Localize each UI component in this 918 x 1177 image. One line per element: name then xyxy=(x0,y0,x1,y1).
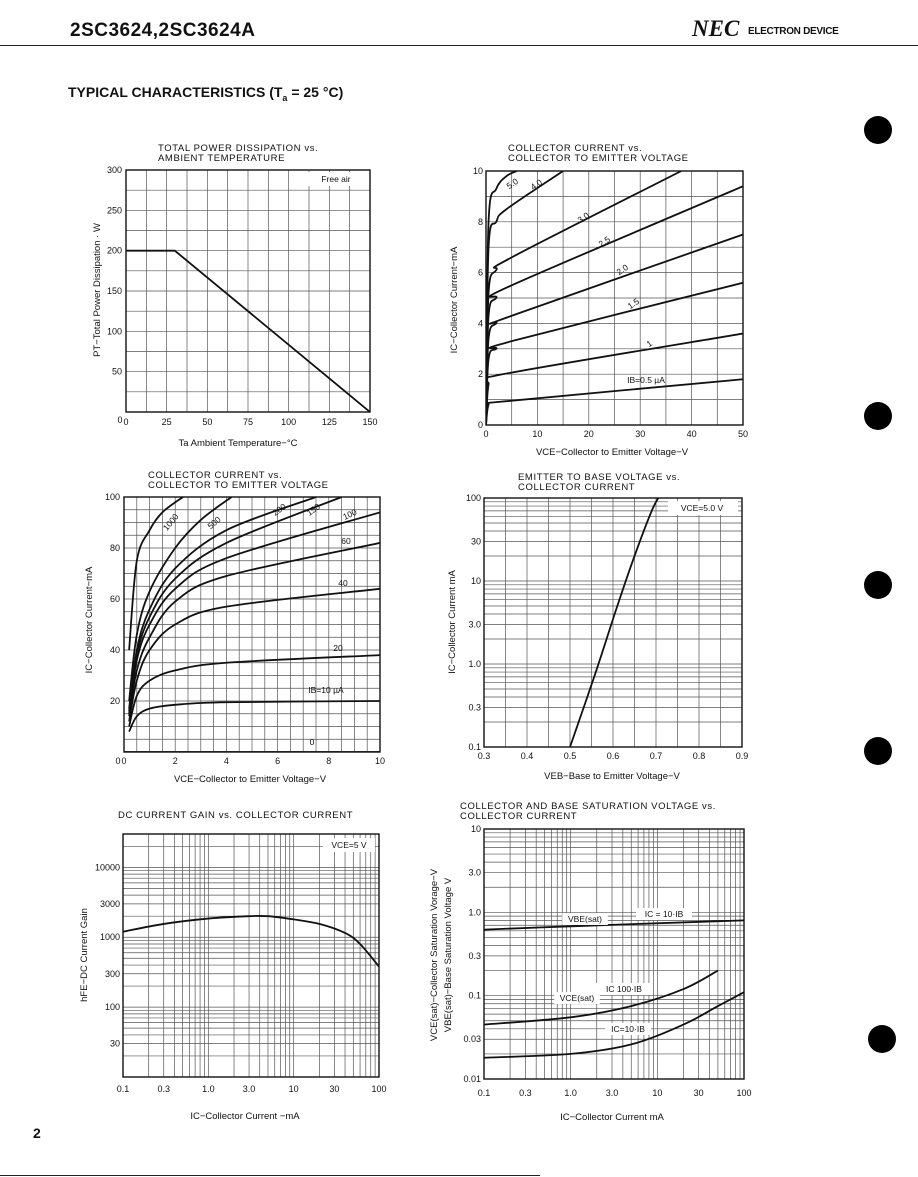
chart-title: COLLECTOR CURRENT vs. xyxy=(508,143,643,154)
curve-label: 3.0 xyxy=(575,210,591,226)
x-tick-label: 40 xyxy=(686,429,697,439)
y-tick-label: 100 xyxy=(465,493,481,503)
y-tick-label: 0 xyxy=(477,420,483,430)
y-tick-label: 200 xyxy=(106,245,122,256)
curve-label: 1000 xyxy=(160,511,181,533)
y-tick-label: 0.01 xyxy=(463,1074,481,1084)
x-tick-label: 0 xyxy=(117,415,123,425)
y-tick-label: 100 xyxy=(104,492,120,502)
x-tick-label: 10 xyxy=(374,756,386,766)
x-tick-label: 0.1 xyxy=(116,1084,130,1094)
y-axis-label: hFE−DC Current Gain xyxy=(79,908,90,1002)
x-tick-label: 0.3 xyxy=(519,1088,532,1098)
x-tick-label: 0 xyxy=(121,756,127,766)
y-tick-label: 80 xyxy=(109,543,120,553)
y-axis-label: VBE(sat)−Base Saturation Voltage V xyxy=(443,877,454,1033)
chart-title: COLLECTOR TO EMITTER VOLTAGE xyxy=(508,153,689,164)
curve-label: 150 xyxy=(304,501,322,518)
section-title: TYPICAL CHARACTERISTICS ($T_a = 25$ °C) xyxy=(68,84,344,103)
x-tick-label: 100 xyxy=(736,1088,752,1098)
curve-label: IB=10 µA xyxy=(308,685,344,695)
brand-subtitle: ELECTRON DEVICE xyxy=(748,26,839,37)
x-tick-label: 0 xyxy=(483,429,489,439)
y-tick-label: 100 xyxy=(106,326,122,337)
y-tick-label: 3000 xyxy=(99,898,120,909)
plot-frame xyxy=(484,829,744,1079)
footer-rule xyxy=(0,1175,540,1176)
x-tick-label: 0 xyxy=(123,417,129,427)
y-tick-label: 2 xyxy=(477,369,483,380)
y-tick-label: 10 xyxy=(470,824,481,834)
x-axis-label: IC−Collector Current −mA xyxy=(190,1111,300,1122)
y-tick-label: 0.3 xyxy=(468,702,481,713)
y-tick-label: 6 xyxy=(477,267,483,278)
x-tick-label: 0.9 xyxy=(735,751,749,761)
x-tick-label: 25 xyxy=(161,417,172,427)
y-tick-label: 3.0 xyxy=(468,619,481,630)
y-tick-label: 0.1 xyxy=(468,742,481,752)
chart-title: AMBIENT TEMPERATURE xyxy=(158,153,286,164)
y-tick-label: 60 xyxy=(109,594,120,604)
x-tick-label: 1.0 xyxy=(564,1088,577,1098)
y-tick-label: 4 xyxy=(477,318,483,329)
y-tick-label: 8 xyxy=(477,216,483,227)
x-tick-label: 150 xyxy=(362,417,378,427)
x-tick-label: 10 xyxy=(532,429,543,439)
chart-title: COLLECTOR CURRENT xyxy=(460,811,578,822)
curve-label: 100 xyxy=(341,506,359,522)
curve-label: 2.0 xyxy=(614,262,630,278)
chart-title: COLLECTOR AND BASE SATURATION VOLTAGE vs. xyxy=(460,801,716,812)
curve-label: VCE(sat) xyxy=(559,993,595,1003)
curve-label: IB=0.5 µA xyxy=(627,375,665,385)
grid xyxy=(484,498,742,747)
y-tick-label: 10 xyxy=(472,166,483,176)
x-tick-label: 75 xyxy=(242,417,254,427)
y-axis-label: IC−Collector Current−mA xyxy=(449,246,460,354)
x-tick-label: 100 xyxy=(281,417,297,427)
x-tick-label: 3.0 xyxy=(242,1084,256,1094)
series-line xyxy=(476,379,743,425)
x-tick-label: 0.7 xyxy=(649,751,663,761)
annotation-vce: VCE=5.0 V xyxy=(680,503,724,513)
x-tick-label: 50 xyxy=(737,429,749,439)
y-axis-label: VCE(sat)−Collector Saturation Vorage−V xyxy=(429,868,440,1042)
x-tick-label: 6 xyxy=(275,756,281,766)
grid xyxy=(486,171,743,425)
series-line xyxy=(484,971,718,1025)
y-axis-label: IC−Collector Current mA xyxy=(447,570,458,674)
y-tick-label: 10 xyxy=(470,576,481,586)
x-axis-label: VEB−Base to Emitter Voltage−V xyxy=(544,771,680,782)
y-axis-label: IC−Collector Current−mA xyxy=(84,566,95,674)
x-tick-label: 0.5 xyxy=(563,751,577,761)
x-tick-label: 10 xyxy=(652,1088,663,1098)
x-tick-label: 0.4 xyxy=(520,751,534,761)
x-axis-label: IC−Collector Current mA xyxy=(560,1112,664,1123)
x-tick-label: 2 xyxy=(172,756,178,766)
y-axis-label: PT−Total Power Dissipation · W xyxy=(92,223,103,357)
y-tick-label: 0.1 xyxy=(468,990,481,1001)
chart-title: TOTAL POWER DISSIPATION vs. xyxy=(158,143,319,154)
y-tick-label: 100 xyxy=(104,1002,120,1013)
curve-label: IC = 10·IB xyxy=(644,909,684,919)
y-tick-label: 3.0 xyxy=(468,867,481,878)
curve-label: IC 100·IB xyxy=(606,984,642,994)
curve-label: 60 xyxy=(341,536,351,546)
x-tick-label: 3.0 xyxy=(605,1088,619,1098)
x-tick-label: 30 xyxy=(329,1084,340,1094)
y-tick-label: 40 xyxy=(109,645,120,655)
curve-label: 2.5 xyxy=(596,234,612,250)
x-axis-label: VCE−Collector to Emitter Voltage−V xyxy=(173,774,327,785)
grid xyxy=(126,170,370,412)
x-tick-label: 50 xyxy=(202,417,213,427)
curve-label: 20 xyxy=(333,643,343,653)
y-tick-label: 1000 xyxy=(99,932,120,943)
page-number: 2 xyxy=(33,1125,41,1141)
chart-title: DC CURRENT GAIN vs. COLLECTOR CURRENT xyxy=(118,810,354,821)
y-tick-label: 150 xyxy=(106,286,122,296)
chart-title: COLLECTOR CURRENT xyxy=(518,482,636,493)
x-tick-label: 0 xyxy=(115,756,121,766)
curve-label: 5.0 xyxy=(504,176,520,192)
y-tick-label: 1.0 xyxy=(468,659,481,669)
x-tick-label: 100 xyxy=(371,1084,387,1094)
x-tick-label: 0.6 xyxy=(606,751,620,761)
x-tick-label: 8 xyxy=(326,756,332,766)
chart-title: EMITTER TO BASE VOLTAGE vs. xyxy=(518,472,681,483)
x-axis-label: VCE−Collector to Emitter Voltage−V xyxy=(535,447,689,458)
series-line xyxy=(129,701,380,732)
x-tick-label: 0.1 xyxy=(477,1088,491,1098)
y-tick-label: 300 xyxy=(106,165,122,175)
curve-label: 1.5 xyxy=(625,296,641,312)
chart-title: COLLECTOR CURRENT vs. xyxy=(148,470,283,481)
x-tick-label: 30 xyxy=(635,429,646,439)
curve-label: 1 xyxy=(644,338,655,349)
grid xyxy=(123,834,379,1077)
y-tick-label: 30 xyxy=(109,1038,120,1049)
y-tick-label: 0.03 xyxy=(463,1034,481,1045)
x-tick-label: 125 xyxy=(321,417,337,427)
annotation-vce: VCE=5 V xyxy=(331,840,367,850)
curve-label: 200 xyxy=(270,501,288,518)
curve-label: 4.0 xyxy=(528,177,544,193)
x-tick-label: 0.8 xyxy=(692,751,706,761)
x-tick-label: 10 xyxy=(288,1084,299,1094)
part-numbers: 2SC3624,2SC3624A xyxy=(70,20,256,41)
curve-label: 0 xyxy=(309,737,315,747)
y-tick-label: 250 xyxy=(106,205,122,216)
y-tick-label: 300 xyxy=(104,968,120,979)
y-tick-label: 0.3 xyxy=(468,950,481,961)
y-tick-label: 20 xyxy=(109,696,120,706)
y-tick-label: 10000 xyxy=(94,862,120,873)
chart-title: COLLECTOR TO EMITTER VOLTAGE xyxy=(148,480,329,491)
series-line xyxy=(476,334,743,425)
x-axis-label: Ta Ambient Temperature−°C xyxy=(178,438,298,449)
x-tick-label: 20 xyxy=(583,429,594,439)
brand-logo: NEC xyxy=(692,16,740,41)
series-line xyxy=(123,916,379,967)
curve-label: IC=10·IB xyxy=(611,1024,645,1034)
x-tick-label: 30 xyxy=(693,1088,704,1098)
x-tick-label: 0.3 xyxy=(477,751,491,761)
y-tick-label: 30 xyxy=(470,536,481,547)
curve-label: VBE(sat) xyxy=(567,914,603,924)
y-tick-label: 1.0 xyxy=(468,907,481,918)
curve-label: 500 xyxy=(205,514,223,532)
x-tick-label: 0.3 xyxy=(157,1084,170,1094)
annotation-free-air: Free air xyxy=(321,174,351,184)
grid xyxy=(484,829,744,1079)
series-line xyxy=(570,495,660,747)
x-tick-label: 1.0 xyxy=(202,1084,215,1094)
curve-label: 40 xyxy=(338,578,348,588)
x-tick-label: 4 xyxy=(223,756,229,766)
y-tick-label: 50 xyxy=(111,366,122,377)
